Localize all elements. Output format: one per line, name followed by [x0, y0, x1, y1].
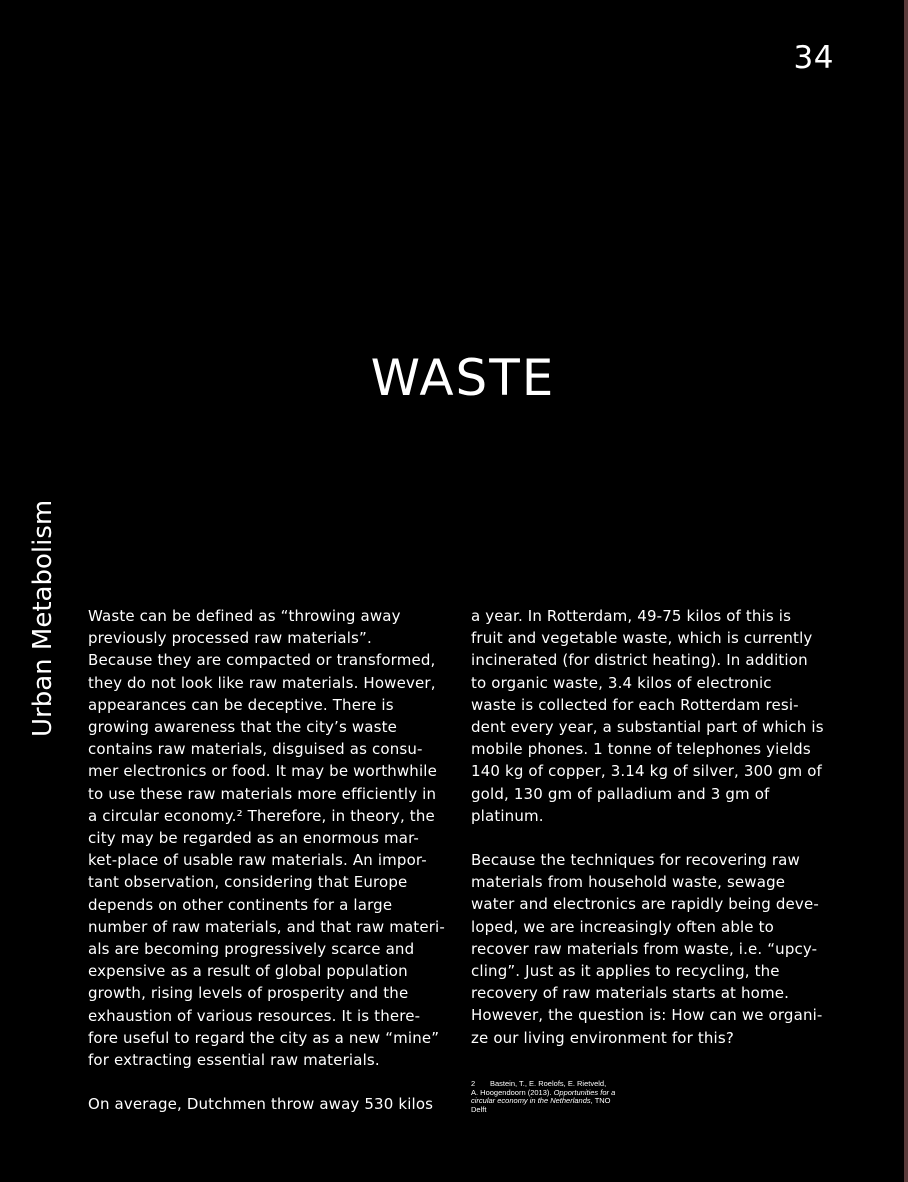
- text-line: contains raw materials, disguised as consu-: [88, 740, 423, 759]
- text-line: tant observation, considering that Europe: [88, 873, 408, 892]
- text-line: On average, Dutchmen throw away 530 kilos: [88, 1095, 434, 1114]
- text-line: fruit and vegetable waste, which is currently: [471, 629, 813, 648]
- text-line: for extracting essential raw materials.: [88, 1051, 380, 1070]
- text-line: Because they are compacted or transformed,: [88, 651, 436, 670]
- text-line: to use these raw materials more efficiently in: [88, 784, 437, 803]
- text-line: materials from household waste, sewage: [471, 873, 786, 892]
- text-line: water and electronics are rapidly being deve-: [471, 895, 819, 914]
- body-paragraph: [471, 849, 843, 1049]
- footnote-line: Delft: [471, 1104, 487, 1114]
- text-line: However, the question is: How can we organi-: [471, 1006, 823, 1025]
- text-line: depends on other continents for a large: [88, 895, 393, 914]
- footnote-title: circular economy in the Netherlands: [471, 1096, 591, 1106]
- text-line: recovery of raw materials starts at home.: [471, 984, 790, 1003]
- text-line: als are becoming progressively scarce and: [88, 940, 415, 959]
- footnote-text: Bastein, T., E. Roelofs, E. Rietveld,: [490, 1079, 607, 1088]
- text-line: a circular economy.² Therefore, in theory, the: [88, 806, 435, 825]
- text-line: waste is collected for each Rotterdam resi-: [471, 695, 799, 714]
- text-line: Because the techniques for recovering raw: [471, 851, 800, 870]
- text-line: fore useful to regard the city as a new “mine”: [88, 1028, 440, 1047]
- text-line: number of raw materials, and that raw materi-: [88, 917, 445, 936]
- text-line: growing awareness that the city’s waste: [88, 718, 397, 737]
- text-line: loped, we are increasingly often able to: [471, 917, 774, 936]
- footnote-title: Opportunities for a: [553, 1087, 616, 1097]
- footnote: [471, 1080, 671, 1114]
- text-line: 140 kg of copper, 3.14 kg of silver, 300 gm of: [471, 762, 822, 781]
- text-line: ze our living environment for this?: [471, 1028, 734, 1047]
- text-line: a year. In Rotterdam, 49-75 kilos of this is: [471, 607, 792, 625]
- body-paragraph: [88, 1093, 456, 1115]
- text-line: recover raw materials from waste, i.e. “upcy-: [471, 939, 818, 958]
- text-line: Waste can be defined as “throwing away: [88, 607, 401, 625]
- text-line: exhaustion of various resources. It is there-: [88, 1006, 421, 1025]
- body-paragraph: [88, 605, 456, 1071]
- text-line: mer electronics or food. It may be worthwhile: [88, 762, 437, 781]
- footnote-number: 2: [471, 1079, 476, 1088]
- text-line: cling”. Just as it applies to recycling, the: [471, 962, 780, 981]
- footnote-text: A. Hoogendoorn (2013).: [471, 1087, 554, 1097]
- text-line: mobile phones. 1 tonne of telephones yields: [471, 740, 811, 759]
- running-head-label: Urban Metabolism: [28, 499, 58, 737]
- page-edge: [904, 0, 908, 1182]
- text-line: city may be regarded as an enormous mar-: [88, 829, 419, 848]
- running-head: [28, 445, 58, 737]
- footnote-text: , TNO: [590, 1096, 611, 1106]
- text-line: previously processed raw materials”.: [88, 629, 372, 648]
- text-line: appearances can be deceptive. There is: [88, 695, 394, 714]
- text-line: they do not look like raw materials. However,: [88, 673, 436, 692]
- body-column-right: [471, 605, 843, 1049]
- text-line: ket-place of usable raw materials. An impor-: [88, 851, 427, 870]
- text-line: platinum.: [471, 806, 544, 825]
- text-line: gold, 130 gm of palladium and 3 gm of: [471, 784, 770, 803]
- text-line: incinerated (for district heating). In addition: [471, 651, 808, 670]
- text-line: growth, rising levels of prosperity and the: [88, 984, 409, 1003]
- body-paragraph: [471, 605, 843, 827]
- text-line: expensive as a result of global population: [88, 962, 408, 981]
- text-line: dent every year, a substantial part of which is: [471, 718, 824, 737]
- page-number: 34: [793, 40, 834, 76]
- footnote-line: [471, 1097, 671, 1106]
- body-column-left: [88, 605, 456, 1115]
- section-title: WASTE: [370, 349, 556, 407]
- text-line: to organic waste, 3.4 kilos of electronic: [471, 673, 772, 692]
